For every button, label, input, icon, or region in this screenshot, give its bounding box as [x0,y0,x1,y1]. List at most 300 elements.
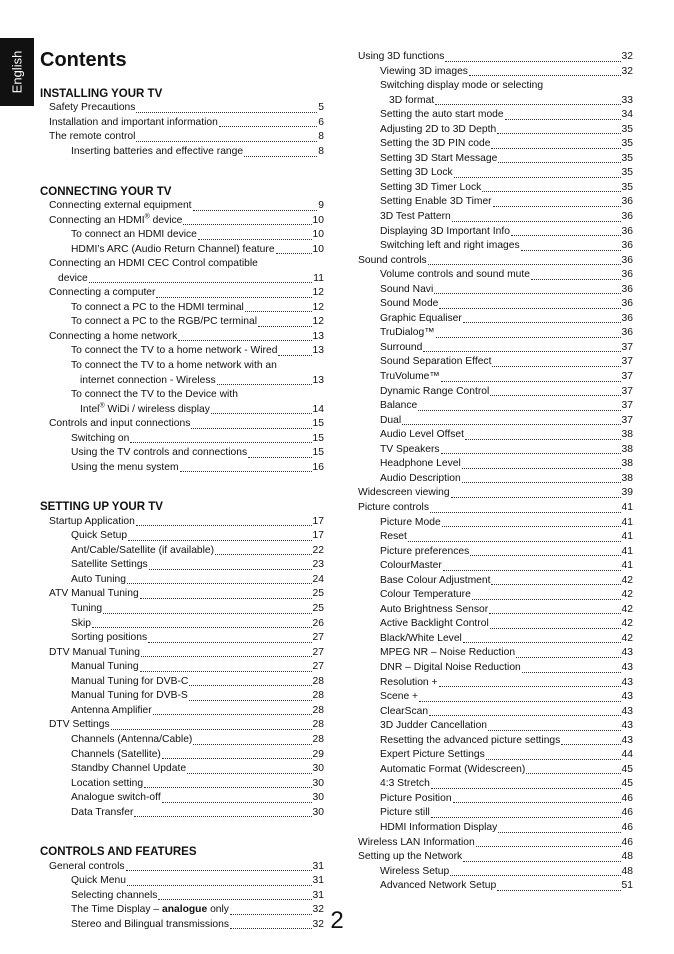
toc-page-number: 5 [318,102,324,114]
dot-leader [178,340,311,341]
toc-entry[interactable] [40,777,324,792]
toc-entry[interactable] [358,545,633,560]
toc-entry[interactable] [358,559,633,574]
toc-entry-title: Black/White Level [380,632,462,644]
toc-entry-title: DTV Manual Tuning [49,646,141,658]
dot-leader [465,439,621,440]
toc-entry-title: Channels (Satellite) [71,748,161,760]
toc-page-number: 12 [312,301,324,313]
toc-page-number: 43 [621,661,633,673]
toc-entry[interactable] [358,850,633,865]
toc-entry[interactable] [40,145,324,160]
toc-entry[interactable] [358,836,633,851]
dot-leader [191,428,311,429]
dot-leader [198,239,312,240]
toc-entry-title: Switching display mode or selecting [380,80,544,92]
toc-entry-title: To connect a PC to the HDMI terminal [71,301,244,313]
toc-entry[interactable] [358,254,633,269]
toc-entry[interactable] [40,403,324,418]
dot-leader [442,526,621,527]
toc-entry[interactable] [358,501,633,516]
toc-entry-title: Standby Channel Update [71,763,187,775]
toc-page-number: 11 [313,272,324,284]
toc-entry-title: 3D Judder Cancellation [380,720,488,732]
dot-leader [215,554,311,555]
dot-leader [498,832,620,833]
toc-entry-title: The remote control [49,131,136,143]
toc-entry[interactable] [358,225,633,240]
toc-entry[interactable] [40,359,324,374]
toc-entry-title: TV Speakers [380,443,440,455]
toc-entry-title: 3D Test Pattern [380,211,451,223]
toc-entry[interactable] [358,574,633,589]
dot-leader [511,235,621,236]
dot-leader [445,61,620,62]
dot-leader [402,424,620,425]
toc-entry[interactable] [40,806,324,821]
toc-entry[interactable] [40,529,324,544]
dot-leader [130,442,311,443]
dot-leader [451,497,621,498]
toc-entry-title: Active Backlight Control [380,618,489,630]
toc-entry[interactable] [358,719,633,734]
toc-page-number: 17 [312,515,324,527]
toc-page-number: 10 [312,243,324,255]
toc-entry[interactable] [358,806,633,821]
toc-page-number: 45 [621,763,633,775]
toc-entry-title: Inserting batteries and effective range [71,146,244,158]
toc-entry[interactable] [40,889,324,904]
toc-entry[interactable] [40,573,324,588]
dot-leader [521,250,621,251]
toc-entry[interactable] [358,821,633,836]
toc-page-number: 43 [621,676,633,688]
toc-page-number: 46 [621,836,633,848]
dot-leader [211,413,312,414]
toc-entry-title: Safety Precautions [49,102,136,114]
toc-entry[interactable] [40,130,324,145]
toc-entry[interactable] [40,286,324,301]
dot-leader [450,875,620,876]
toc-entry-title: Setting Enable 3D Timer [380,196,492,208]
toc-entry-title: Location setting [71,777,144,789]
dot-leader [482,191,620,192]
toc-entry[interactable] [40,243,324,258]
dot-leader [491,148,620,149]
toc-entry[interactable] [358,239,633,254]
toc-entry[interactable] [40,733,324,748]
toc-page-number: 17 [312,530,324,542]
page-title: Contents [40,49,127,71]
toc-entry-title: ClearScan [380,705,429,717]
dot-leader [441,453,621,454]
toc-entry-title: Switching left and right images [380,240,520,252]
toc-page-number: 36 [621,327,633,339]
toc-page-number: 30 [312,792,324,804]
toc-entry-title: To connect a PC to the RGB/PC terminal [71,316,257,328]
toc-entry[interactable] [358,457,633,472]
toc-page-number: 36 [621,211,633,223]
toc-entry[interactable] [40,558,324,573]
dot-leader [493,206,621,207]
toc-entry-title: Sound Navi [380,283,434,295]
dot-leader [497,133,620,134]
toc-page-number: 32 [621,65,633,77]
toc-entry[interactable] [40,587,324,602]
toc-entry[interactable] [40,689,324,704]
toc-entry-title: Base Colour Adjustment [380,574,491,586]
toc-entry-title: Expert Picture Settings [380,749,485,761]
dot-leader [278,355,311,356]
toc-entry[interactable] [40,631,324,646]
toc-entry-title: internet connection - Wireless [80,374,216,386]
toc-page-number: 13 [312,345,324,357]
toc-entry-title: Analogue switch-off [71,792,161,804]
toc-entry[interactable] [358,166,633,181]
dot-leader [92,627,312,628]
dot-leader [189,685,311,686]
toc-entry[interactable] [358,661,633,676]
toc-entry-title: Connecting an HDMI CEC Control compatible [49,258,258,270]
page-number: 2 [330,907,344,934]
toc-entry-title: Displaying 3D Important Info [380,225,510,237]
toc-page-number: 10 [312,214,324,226]
toc-page-number: 41 [621,531,633,543]
toc-entry-title: Manual Tuning for DVB-C [71,675,189,687]
dot-leader [219,126,317,127]
dot-leader [490,395,620,396]
toc-entry-title: Auto Tuning [71,573,126,585]
toc-entry-title: Quick Menu [71,875,126,887]
dot-leader [443,570,621,571]
toc-entry[interactable] [40,257,324,272]
dot-leader [490,628,621,629]
toc-entry[interactable] [40,874,324,889]
toc-entry[interactable] [358,326,633,341]
toc-entry[interactable] [358,385,633,400]
toc-entry-title: Colour Temperature [380,589,471,601]
toc-entry-title: Quick Setup [71,530,128,542]
toc-page-number: 32 [312,904,324,916]
toc-page-number: 9 [318,199,324,211]
toc-entry-title: TruDialog™ [380,327,435,339]
toc-entry[interactable] [358,123,633,138]
toc-entry-title: To connect the TV to the Device with [71,389,238,401]
toc-entry[interactable] [358,108,633,123]
toc-entry-title: 3D format [389,94,435,106]
toc-entry-title: Resetting the advanced picture settings [380,734,561,746]
dot-leader [128,540,311,541]
toc-entry[interactable] [358,792,633,807]
toc-entry-title: To connect the TV to a home network with an [71,359,277,371]
toc-page-number: 38 [621,429,633,441]
toc-entry[interactable] [358,181,633,196]
toc-entry[interactable] [358,50,633,65]
toc-page-number: 31 [312,889,324,901]
toc-entry-title: DTV Settings [49,719,110,731]
toc-entry-title: 4:3 Stretch [380,778,430,790]
toc-section-heading: CONNECTING YOUR TV [40,185,172,198]
toc-entry-title: Installation and important information [49,116,218,128]
toc-page-number: 36 [621,225,633,237]
dot-leader [126,870,312,871]
toc-entry-title: Data Transfer [71,806,134,818]
dot-leader [158,899,311,900]
dot-leader [431,817,621,818]
toc-entry-title: Wireless LAN Information [358,836,475,848]
toc-entry[interactable] [358,777,633,792]
toc-entry[interactable] [40,330,324,345]
dot-leader [436,337,621,338]
toc-entry[interactable] [358,632,633,647]
dot-leader [489,613,620,614]
toc-section-heading: SETTING UP YOUR TV [40,501,163,514]
toc-entry-title: Picture controls [358,501,429,513]
toc-entry-title: Setting 3D Lock [380,167,453,179]
toc-page-number: 13 [312,330,324,342]
toc-page-number: 27 [312,661,324,673]
toc-entry[interactable] [358,690,633,705]
toc-page-number: 43 [621,691,633,703]
toc-page-number: 25 [312,603,324,615]
toc-entry-title: Setting the 3D PIN code [380,138,491,150]
toc-page-number: 36 [621,269,633,281]
toc-entry[interactable] [358,676,633,691]
toc-entry[interactable] [358,414,633,429]
toc-page-number: 42 [621,589,633,601]
toc-entry[interactable] [358,748,633,763]
toc-entry[interactable] [40,228,324,243]
toc-entry-title: Picture Mode [380,516,441,528]
toc-entry[interactable] [358,94,633,109]
toc-page-number: 23 [312,559,324,571]
toc-entry-title: Manual Tuning for DVB-S [71,690,188,702]
toc-entry-title: device [58,272,88,284]
dot-leader [505,119,621,120]
dot-leader [526,773,620,774]
toc-entry-title: Picture still [380,807,430,819]
dot-leader [258,326,312,327]
toc-entry[interactable] [40,718,324,733]
dot-leader [183,224,311,225]
toc-page-number: 12 [312,316,324,328]
toc-entry[interactable] [40,461,324,476]
toc-page-number: 38 [621,472,633,484]
dot-leader [162,758,312,759]
toc-entry[interactable] [40,388,324,403]
toc-page-number: 16 [312,461,324,473]
dot-leader [245,311,312,312]
toc-page-number: 13 [312,374,324,386]
toc-entry-title: Using 3D functions [358,51,445,62]
toc-entry[interactable] [40,544,324,559]
toc-entry[interactable] [358,530,633,545]
toc-entry[interactable] [358,65,633,80]
dot-leader [469,75,621,76]
dot-leader [470,555,620,556]
toc-entry-title: Dual [380,414,402,426]
toc-page-number: 42 [621,574,633,586]
toc-section-heading: CONTROLS AND FEATURES [40,846,197,859]
toc-entry-title: Picture preferences [380,545,470,557]
toc-entry[interactable] [358,283,633,298]
toc-page-number: 26 [312,617,324,629]
toc-entry-title: Sound controls [358,254,427,266]
toc-page-number: 27 [312,646,324,658]
toc-entry[interactable] [358,79,633,94]
toc-entry[interactable] [40,617,324,632]
toc-entry[interactable] [40,315,324,330]
toc-entry[interactable] [40,374,324,389]
toc-page-number: 28 [312,690,324,702]
toc-entry[interactable] [40,860,324,875]
toc-entry-title: Reset [380,531,407,543]
toc-entry[interactable] [358,297,633,312]
toc-page-number: 27 [312,632,324,644]
toc-entry-title: Balance [380,400,418,412]
dot-leader [463,322,621,323]
dot-leader [148,642,311,643]
toc-entry[interactable] [40,675,324,690]
toc-entry-title: Scene + [380,691,419,703]
toc-entry-title: Antenna Amplifier [71,704,152,716]
toc-entry-title: Viewing 3D images [380,65,468,77]
toc-page-number: 22 [312,544,324,556]
dot-leader [463,642,621,643]
toc-entry[interactable] [358,312,633,327]
toc-entry[interactable] [40,515,324,530]
dot-leader [462,482,621,483]
toc-page-number: 41 [621,560,633,572]
toc-entry[interactable] [358,370,633,385]
toc-entry[interactable] [40,432,324,447]
toc-entry[interactable] [358,865,633,880]
toc-page-number: 43 [621,734,633,746]
dot-leader [476,846,621,847]
dot-leader [492,366,620,367]
toc-page-number: 48 [621,851,633,863]
toc-entry[interactable] [358,152,633,167]
toc-entry[interactable] [358,472,633,487]
toc-entry[interactable] [358,341,633,356]
toc-entry-title: HDMI Information Display [380,821,498,833]
toc-page-number: 36 [621,298,633,310]
toc-entry[interactable] [358,617,633,632]
toc-page-number: 8 [318,146,324,158]
toc-entry-title: Sorting positions [71,632,148,644]
toc-entry[interactable] [358,516,633,531]
toc-entry[interactable] [40,704,324,719]
toc-entry[interactable] [40,762,324,777]
dot-leader [193,744,311,745]
toc-page-number: 43 [621,720,633,732]
dot-leader [217,384,312,385]
dot-leader [428,264,621,265]
dot-leader [522,672,621,673]
dot-leader [462,468,621,469]
toc-entry[interactable] [358,646,633,661]
toc-entry[interactable] [358,268,633,283]
dot-leader [149,569,312,570]
toc-page-number: 37 [621,341,633,353]
toc-page-number: 10 [312,229,324,241]
toc-entry[interactable] [40,214,324,229]
toc-page-number: 30 [312,777,324,789]
toc-entry-title: Audio Description [380,472,461,484]
toc-entry-title: Intel® WiDi / wireless display [80,402,210,415]
toc-entry[interactable] [358,486,633,501]
toc-entry-title: Sound Separation Effect [380,356,492,368]
toc-entry[interactable] [40,602,324,617]
toc-entry[interactable] [40,748,324,763]
toc-entry[interactable] [40,344,324,359]
toc-entry[interactable] [40,646,324,661]
toc-entry[interactable] [358,734,633,749]
toc-page-number: 35 [621,152,633,164]
dot-leader [497,890,620,891]
toc-page-number: 46 [621,807,633,819]
toc-page-number: 41 [621,516,633,528]
toc-entry[interactable] [358,588,633,603]
dot-leader [153,714,312,715]
toc-entry[interactable] [40,417,324,432]
toc-entry[interactable] [40,272,324,287]
dot-leader [491,584,620,585]
toc-entry[interactable] [358,603,633,618]
dot-leader [419,701,620,702]
toc-entry-title: ATV Manual Tuning [49,588,139,600]
toc-entry[interactable] [40,791,324,806]
toc-entry[interactable] [358,443,633,458]
toc-entry[interactable] [40,660,324,675]
toc-entry[interactable] [40,301,324,316]
toc-entry[interactable] [358,705,633,720]
toc-page-number: 44 [621,749,633,761]
toc-entry[interactable] [40,199,324,214]
dot-leader [531,279,621,280]
toc-page-number: 14 [312,403,324,415]
toc-entry[interactable] [358,137,633,152]
toc-page-number: 46 [621,792,633,804]
dot-leader [498,162,620,163]
toc-entry-title: Channels (Antenna/Cable) [71,733,193,745]
dot-leader [244,156,317,157]
dot-leader [463,861,620,862]
toc-entry[interactable] [358,195,633,210]
toc-entry-title: Adjusting 2D to 3D Depth [380,123,497,135]
toc-entry[interactable] [40,116,324,131]
toc-entry[interactable] [358,879,633,894]
toc-entry[interactable] [358,399,633,414]
dot-leader [418,410,620,411]
toc-entry-title: Setting 3D Timer Lock [380,181,482,193]
toc-entry-title: Connecting an HDMI® device [49,213,183,226]
dot-leader [431,788,621,789]
toc-page-number: 15 [312,447,324,459]
toc-entry[interactable] [358,763,633,778]
toc-entry-title: Picture Position [380,792,452,804]
toc-entry-title: Satellite Settings [71,559,148,571]
toc-entry[interactable] [40,101,324,116]
dot-leader [189,700,312,701]
toc-entry[interactable] [358,355,633,370]
toc-entry[interactable] [40,446,324,461]
dot-leader [453,802,621,803]
toc-entry[interactable] [358,428,633,443]
toc-page-number: 45 [621,778,633,790]
toc-entry[interactable] [358,210,633,225]
dot-leader [248,457,311,458]
